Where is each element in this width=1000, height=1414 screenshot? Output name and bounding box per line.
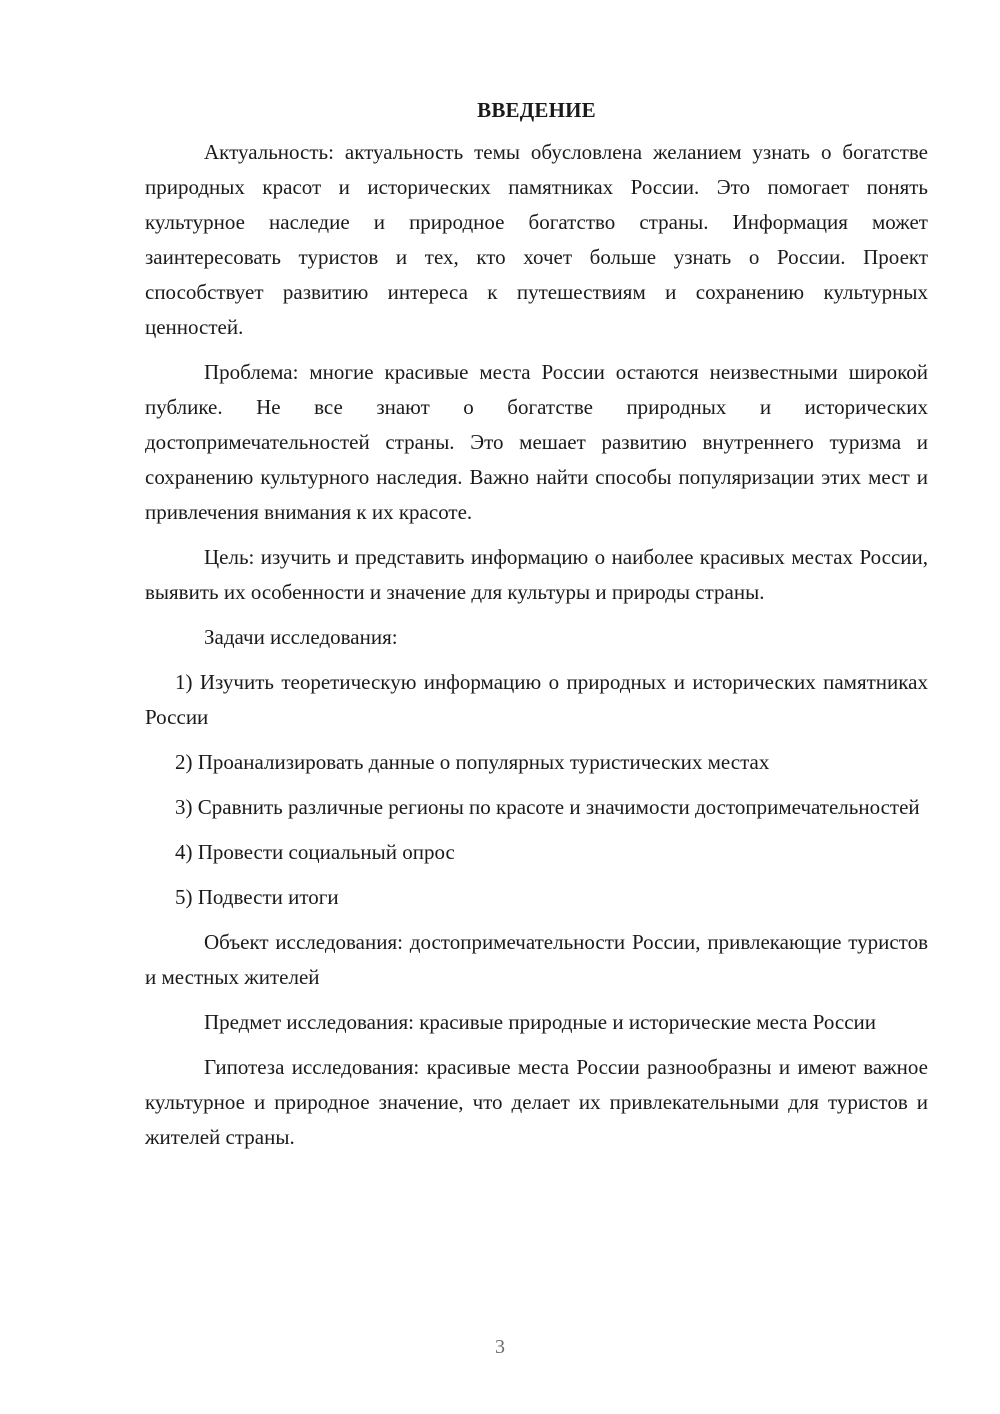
paragraph-problem: Проблема: многие красивые места России остаются неизвестными широкой публике. Не все знают о богатстве природных и исторических достопримечательностей страны. Это мешает развитию внутреннего туризма и сохранению культурного наследия. Важно найти способы популяризации этих мест и привлечения внимания к их красоте.	[145, 360, 928, 524]
paragraph-relevance: Актуальность: актуальность темы обусловлена желанием узнать о богатстве природных красот и исторических памятниках России. Это помогает понять культурное наследие и природное богатство страны. Информация может заинтересовать туристов и тех, кто хочет больше узнать о России. Проект способствует развитию интереса к путешествиям и сохранению культурных ценностей.	[145, 140, 928, 339]
document-body	[145, 93, 928, 1165]
task-item-4: 4) Провести социальный опрос	[175, 840, 455, 864]
task-item-3: 3) Сравнить различные регионы по красоте и значимости достопримечательностей	[175, 795, 920, 819]
paragraph-object: Объект исследования: достопримечательности России, привлекающие туристов и местных жителей	[145, 930, 928, 989]
paragraph-tasks-heading: Задачи исследования:	[204, 625, 398, 649]
section-title: ВВЕДЕНИЕ	[477, 98, 596, 122]
paragraph-hypothesis: Гипотеза исследования: красивые места России разнообразны и имеют важное культурное и природное значение, что делает их привлекательными для туристов и жителей страны.	[145, 1055, 928, 1149]
paragraph-subject: Предмет исследования: красивые природные и исторические места России	[204, 1010, 877, 1034]
page-number: 3	[495, 1336, 505, 1358]
task-item-1: 1) Изучить теоретическую информацию о природных и исторических памятниках России	[145, 670, 928, 729]
task-item-5: 5) Подвести итоги	[175, 885, 339, 909]
paragraph-goal: Цель: изучить и представить информацию о наиболее красивых местах России, выявить их особенности и значение для культуры и природы страны.	[145, 545, 928, 604]
task-item-2: 2) Проанализировать данные о популярных туристических местах	[175, 750, 770, 774]
